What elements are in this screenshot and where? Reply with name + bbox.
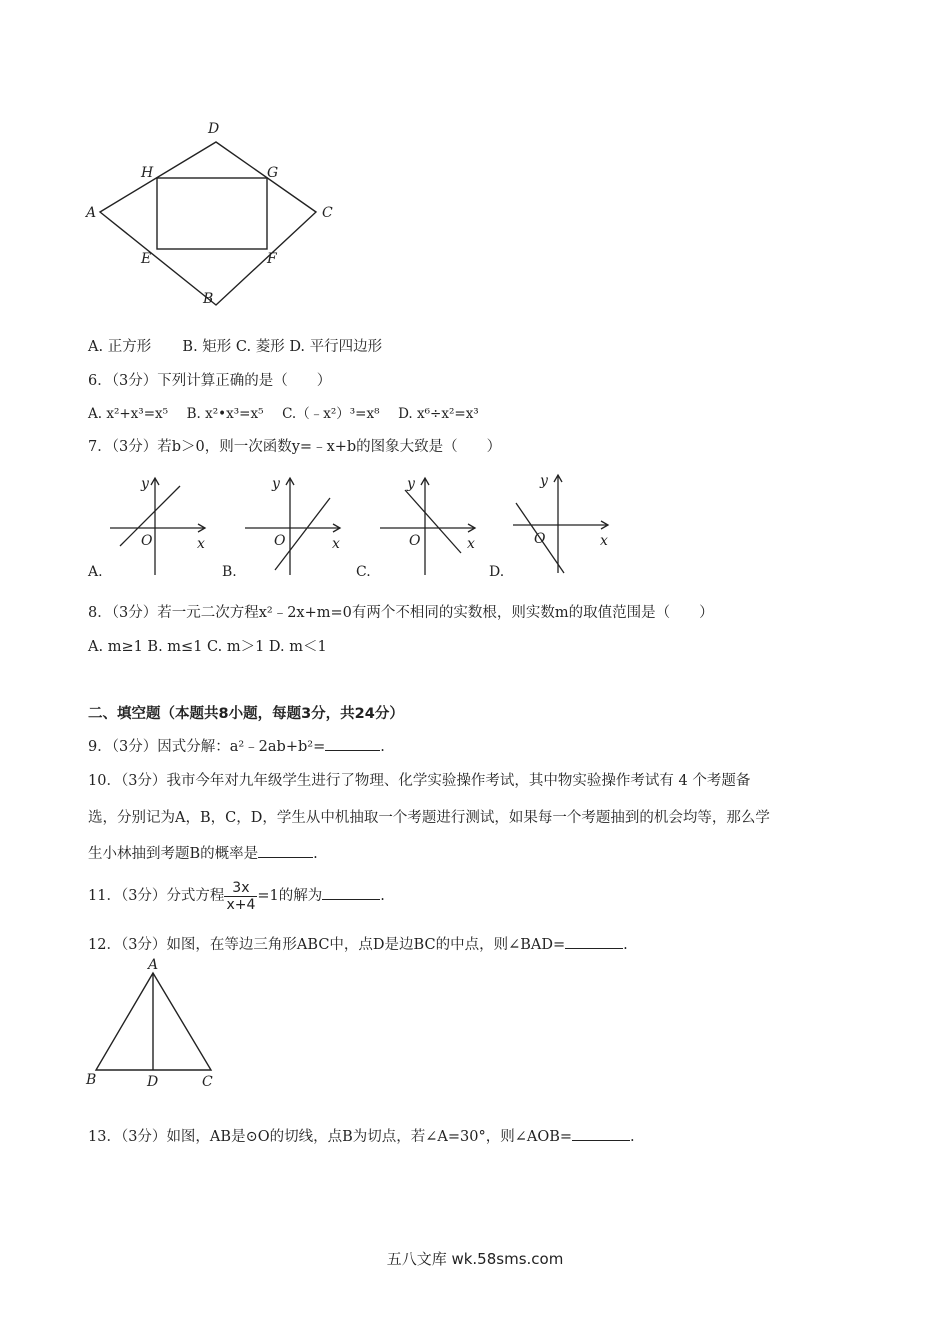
q11-text-pre: 分式方程 bbox=[166, 888, 225, 904]
label-G: G bbox=[267, 165, 279, 181]
q6-number: 6． bbox=[88, 373, 112, 389]
q7-option-c-label: C. bbox=[356, 564, 371, 580]
q10-line1 bbox=[88, 769, 750, 790]
q7-graph-a bbox=[105, 470, 215, 580]
q8-stem bbox=[88, 601, 714, 622]
q8-number: 8． bbox=[88, 605, 112, 621]
q10-text-1: 我市今年对九年级学生进行了物理、化学实验操作考试，其中物实验操作考试有 4 个考题备 bbox=[166, 773, 751, 789]
q7-text: 若b＞0，则一次函数y=﹣x+b的图象大致是（ ） bbox=[157, 439, 502, 455]
q13-answer-blank[interactable] bbox=[572, 1126, 630, 1141]
q13-stem bbox=[88, 1125, 635, 1146]
q10-number: 10． bbox=[88, 773, 121, 789]
q9-score: （3分） bbox=[111, 739, 158, 755]
q7-d-axis-y: y bbox=[540, 473, 548, 489]
q10-line2: 选，分别记为A，B，C，D，学生从中机抽取一个考题进行测试，如果每一个考题抽到的机会均等，那么学 bbox=[88, 810, 770, 826]
label-F: F bbox=[267, 251, 277, 267]
q7-number: 7． bbox=[88, 439, 112, 455]
q6-stem bbox=[88, 369, 331, 390]
q7-a-origin: O bbox=[141, 533, 153, 549]
q7-a-axis-y: y bbox=[141, 476, 149, 492]
label-C: C bbox=[322, 205, 333, 221]
rhombus-outline bbox=[100, 142, 316, 305]
label-E: E bbox=[141, 251, 152, 267]
q13-number: 13． bbox=[88, 1129, 121, 1145]
tri-label-A: A bbox=[148, 957, 159, 973]
tri-label-D: D bbox=[147, 1074, 159, 1090]
q7-option-a-label: A. bbox=[88, 564, 103, 580]
q7-score: （3分） bbox=[111, 439, 158, 455]
q12-stem bbox=[88, 933, 628, 954]
q7-d-axis-x: x bbox=[600, 533, 608, 549]
q13-text: 如图，AB是⊙O的切线，点B为切点，若∠A=30°，则∠AOB= bbox=[166, 1129, 573, 1145]
q13-score: （3分） bbox=[120, 1129, 167, 1145]
q7-graph-b bbox=[240, 470, 350, 580]
label-B: B bbox=[203, 291, 214, 307]
q7-graph-d bbox=[508, 465, 618, 580]
q11-stem bbox=[88, 876, 385, 916]
section-2-title: 二、填空题（本题共8小题，每题3分，共24分） bbox=[88, 706, 404, 722]
q11-frac-denominator: x+4 bbox=[226, 896, 256, 913]
inner-rectangle bbox=[157, 178, 267, 249]
q10-answer-blank[interactable] bbox=[258, 843, 313, 858]
q6-text: 下列计算正确的是（ ） bbox=[157, 373, 332, 389]
q6-options bbox=[88, 402, 479, 422]
q11-number: 11． bbox=[88, 888, 121, 904]
q12-score: （3分） bbox=[120, 937, 167, 953]
q5-option-b: B. 矩形 bbox=[182, 339, 232, 355]
q12-number: 12． bbox=[88, 937, 121, 953]
q5-option-d: D. 平行四边形 bbox=[289, 339, 383, 355]
q7-a-axis-x: x bbox=[197, 536, 205, 552]
page-footer: 五八文库 wk.58sms.com bbox=[386, 1250, 564, 1268]
q11-end: . bbox=[380, 888, 385, 904]
q7-c-origin: O bbox=[409, 533, 421, 549]
q5-option-a: A. 正方形 bbox=[88, 339, 152, 355]
label-A: A bbox=[86, 205, 97, 221]
rhombus-figure bbox=[80, 115, 340, 315]
q12-text: 如图，在等边三角形ABC中，点D是边BC的中点，则∠BAD= bbox=[166, 937, 566, 953]
q10-end: . bbox=[313, 846, 318, 862]
label-H: H bbox=[141, 165, 154, 181]
q11-text-post: =1的解为 bbox=[257, 888, 323, 904]
q7-b-axis-x: x bbox=[332, 536, 340, 552]
q7-b-axis-y: y bbox=[272, 476, 280, 492]
q12-end: . bbox=[623, 937, 628, 953]
tri-label-B: B bbox=[86, 1072, 97, 1088]
q5-option-c: C. 菱形 bbox=[235, 339, 285, 355]
q7-option-b-label: B. bbox=[222, 564, 237, 580]
q9-end: . bbox=[380, 739, 385, 755]
q10-text-3: 生小林抽到考题B的概率是 bbox=[88, 846, 259, 862]
q7-d-origin: O bbox=[534, 531, 546, 547]
q11-frac-numerator: 3x bbox=[224, 880, 257, 897]
q6-option-b: B. x²•x³=x⁵ bbox=[186, 406, 264, 422]
q13-end: . bbox=[630, 1129, 635, 1145]
q7-graph-c bbox=[375, 470, 485, 580]
q9-number: 9． bbox=[88, 739, 112, 755]
q9-text: 因式分解：a²﹣2ab+b²= bbox=[157, 739, 326, 755]
q6-option-d: D. x⁶÷x²=x³ bbox=[398, 406, 479, 422]
q9-answer-blank[interactable] bbox=[325, 736, 380, 751]
tri-label-C: C bbox=[202, 1074, 213, 1090]
q6-score: （3分） bbox=[111, 373, 158, 389]
q7-c-axis-y: y bbox=[407, 476, 415, 492]
q8-options: A. m≥1 B. m≤1 C. m＞1 D. m＜1 bbox=[88, 639, 327, 655]
q8-score: （3分） bbox=[111, 605, 158, 621]
q7-option-d-label: D. bbox=[489, 564, 505, 580]
q10-score: （3分） bbox=[120, 773, 167, 789]
triangle-figure bbox=[82, 955, 222, 1090]
q9-stem bbox=[88, 735, 385, 756]
q7-b-origin: O bbox=[274, 533, 286, 549]
label-D: D bbox=[208, 121, 220, 137]
q5-options bbox=[88, 335, 382, 356]
q11-answer-blank[interactable] bbox=[322, 885, 380, 900]
q10-line3 bbox=[88, 842, 318, 863]
q12-answer-blank[interactable] bbox=[565, 934, 623, 949]
q7-c-axis-x: x bbox=[467, 536, 475, 552]
q7-stem bbox=[88, 435, 501, 456]
q11-score: （3分） bbox=[120, 888, 167, 904]
q6-option-c: C.（﹣x²）³=x⁸ bbox=[282, 406, 380, 422]
q8-text: 若一元二次方程x²﹣2x+m=0有两个不相同的实数根，则实数m的取值范围是（ ） bbox=[157, 605, 714, 621]
q11-fraction bbox=[224, 880, 257, 913]
q6-option-a: A. x²+x³=x⁵ bbox=[88, 406, 169, 422]
